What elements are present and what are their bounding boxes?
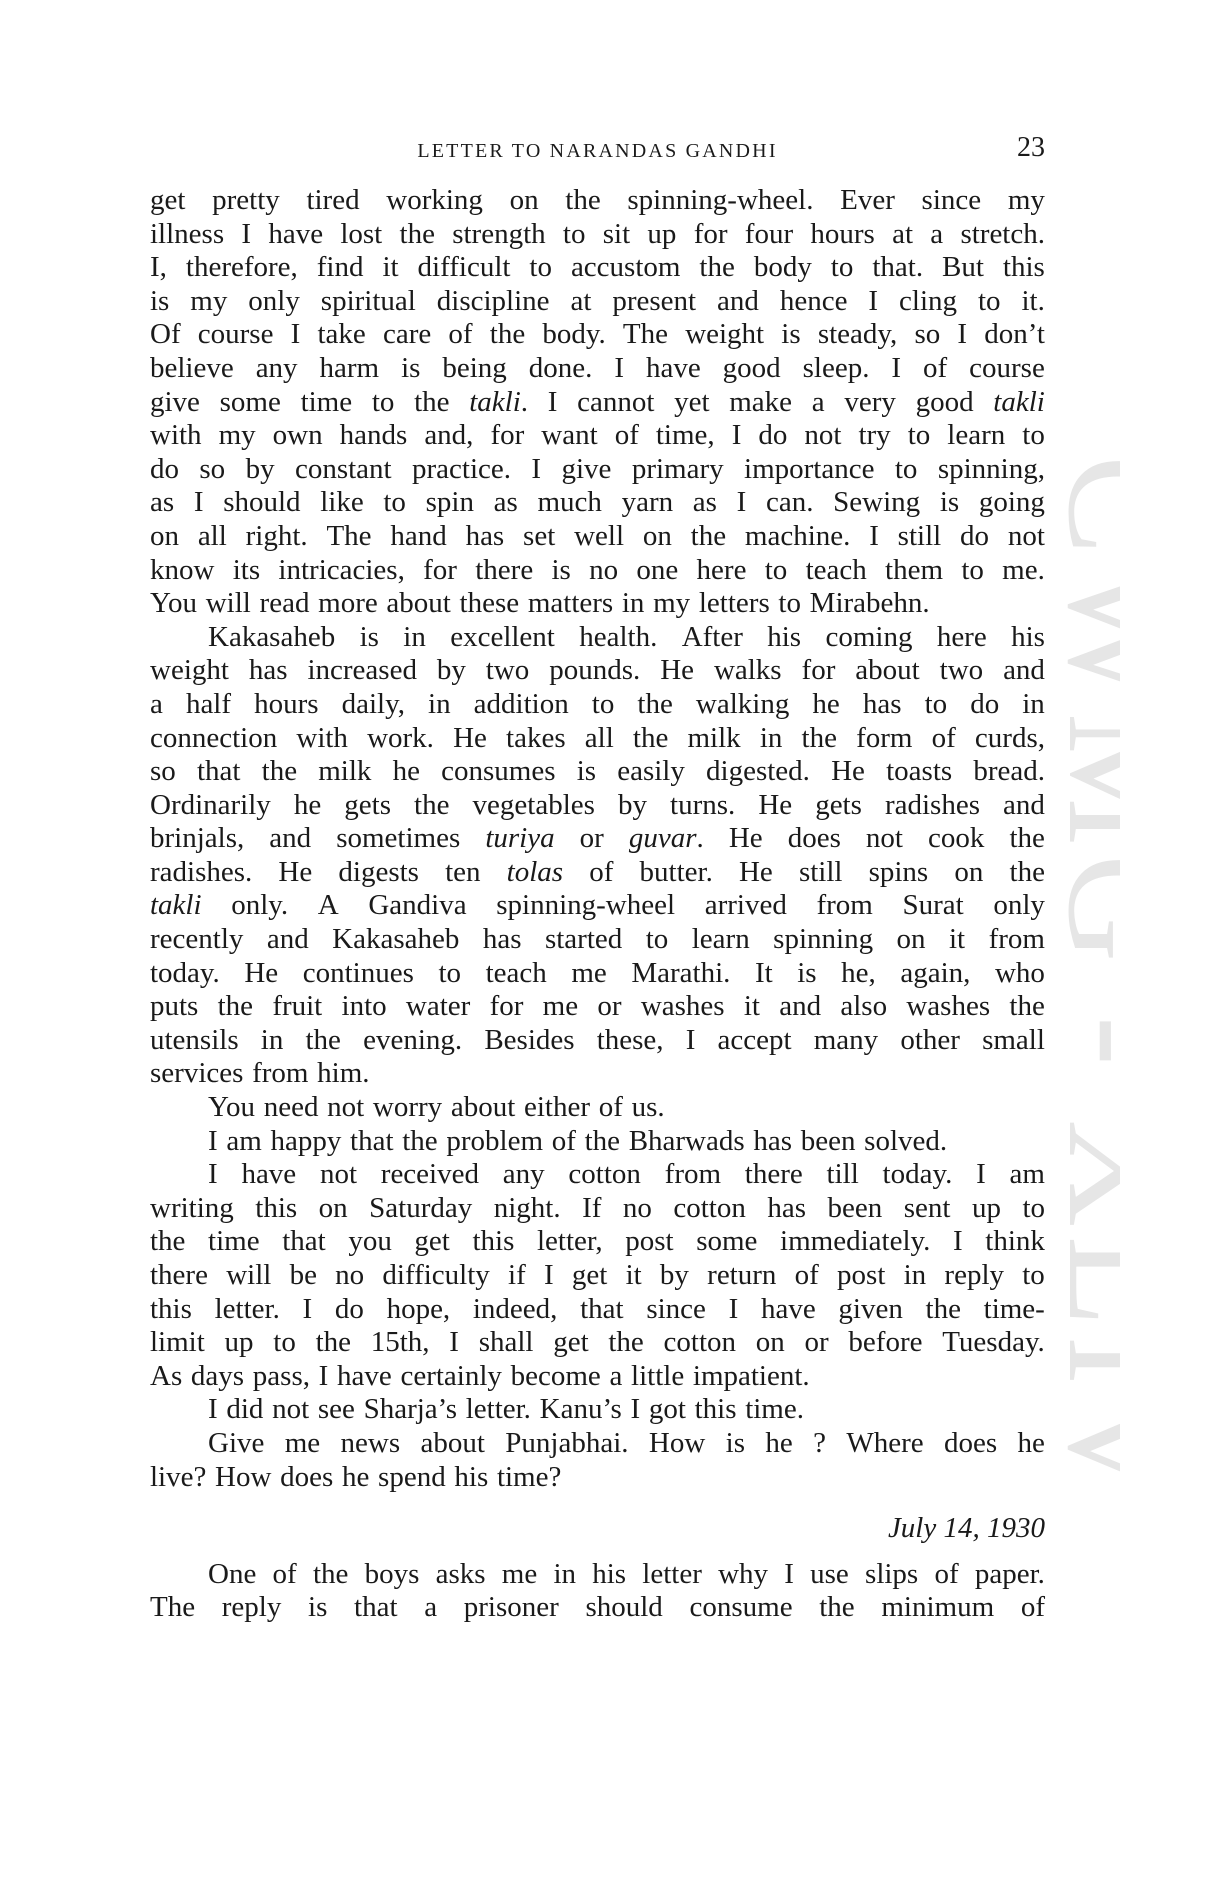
paragraph-0-line: illness I have lost the strength to sit up for four hours at a stretch. [150, 217, 1045, 250]
paragraph-1-line: services from him. [150, 1057, 370, 1090]
paragraph-4-line: limit up to the 15th, I shall get the cotton on or before Tuesday. [150, 1326, 1045, 1359]
paragraph-1-line: today. He continues to teach me Marathi. It is he, again, who [150, 956, 1045, 989]
paragraph-4-line: the time that you get this letter, post some immediately. I think [150, 1225, 1045, 1258]
paragraph-4-line: this letter. I do hope, indeed, that since I have given the time- [150, 1292, 1045, 1325]
paragraph-2-line: You need not worry about either of us. [208, 1091, 665, 1124]
paragraph-0-line: Of course I take care of the body. The weight is steady, so I don’t [150, 318, 1045, 351]
paragraph-1-line: weight has increased by two pounds. He walks for about two and [150, 654, 1045, 687]
page-header [150, 132, 1045, 172]
paragraph-1-line: radishes. He digests ten tolas of butter. He still spins on the [150, 855, 1045, 888]
paragraph-1-line: so that the milk he consumes is easily digested. He toasts bread. [150, 755, 1045, 788]
paragraph-1-line: puts the fruit into water for me or washes it and also washes the [150, 990, 1045, 1023]
paragraph-0-line: with my own hands and, for want of time, I do not try to learn to [150, 419, 1045, 452]
paragraph-3-line: I am happy that the problem of the Bharwads has been solved. [208, 1124, 948, 1157]
letter-body [150, 184, 1045, 1625]
paragraph-1-line: Ordinarily he gets the vegetables by turns. He gets radishes and [150, 788, 1045, 821]
closing-paragraph-line: The reply is that a prisoner should consume the minimum of [150, 1591, 1045, 1624]
closing-paragraph-line: One of the boys asks me in his letter why I use slips of paper. [208, 1557, 1045, 1590]
paragraph-0-line: do so by constant practice. I give primary importance to spinning, [150, 452, 1045, 485]
paragraph-4-line: As days pass, I have certainly become a little impatient. [150, 1359, 810, 1392]
paragraph-5-line: I did not see Sharja’s letter. Kanu’s I got this time. [208, 1393, 804, 1426]
paragraph-1-line: connection with work. He takes all the milk in the form of curds, [150, 721, 1045, 754]
dateline: July 14, 1930 [887, 1512, 1045, 1545]
paragraph-6-line: live? How does he spend his time? [150, 1460, 562, 1493]
paragraph-6-line: Give me news about Punjabhai. How is he ? Where does he [208, 1426, 1045, 1459]
paragraph-4-line: writing this on Saturday night. If no cotton has been sent up to [150, 1191, 1045, 1224]
paragraph-0-line: is my only spiritual discipline at present and hence I cling to it. [150, 284, 1045, 317]
paragraph-0-line: believe any harm is being done. I have good sleep. I of course [150, 351, 1045, 384]
paragraph-0-line: I, therefore, find it difficult to accustom the body to that. But this [150, 251, 1045, 284]
paragraph-1-line: brinjals, and sometimes turiya or guvar. He does not cook the [150, 822, 1045, 855]
paragraph-0-line: know its intricacies, for there is no one here to teach them to me. [150, 553, 1045, 586]
svg-text:CWMG - XLIV: CWMG XLIV [1037, 455, 1120, 1475]
paragraph-0-line: on all right. The hand has set well on the machine. I still do not [150, 519, 1045, 552]
paragraph-4-line: there will be no difficulty if I get it by return of post in reply to [150, 1259, 1045, 1291]
paragraph-1-line: recently and Kakasaheb has started to learn spinning on it from [150, 923, 1045, 956]
paragraph-0-line: You will read more about these matters in my letters to Mirabehn. [150, 587, 930, 620]
paragraph-1-line: Kakasaheb is in excellent health. After his coming here his [208, 620, 1045, 653]
page-number: 23 [1017, 132, 1045, 163]
paragraph-1-line: utensils in the evening. Besides these, I accept many other small [150, 1023, 1045, 1056]
paragraph-0-line: give some time to the takli. I cannot yet make a very good takli [150, 385, 1045, 418]
paragraph-0-line: get pretty tired working on the spinning-wheel. Ever since my [150, 184, 1045, 216]
paragraph-4-line: I have not received any cotton from there till today. I am [208, 1158, 1045, 1191]
paragraph-1-line: a half hours daily, in addition to the walking he has to do in [150, 687, 1045, 720]
running-title: LETTER TO NARANDAS GANDHI [417, 140, 778, 162]
paragraph-0-line: as I should like to spin as much yarn as I can. Sewing is going [150, 486, 1045, 519]
paragraph-1-line: takli only. A Gandiva spinning-wheel arrived from Surat only [150, 889, 1045, 922]
